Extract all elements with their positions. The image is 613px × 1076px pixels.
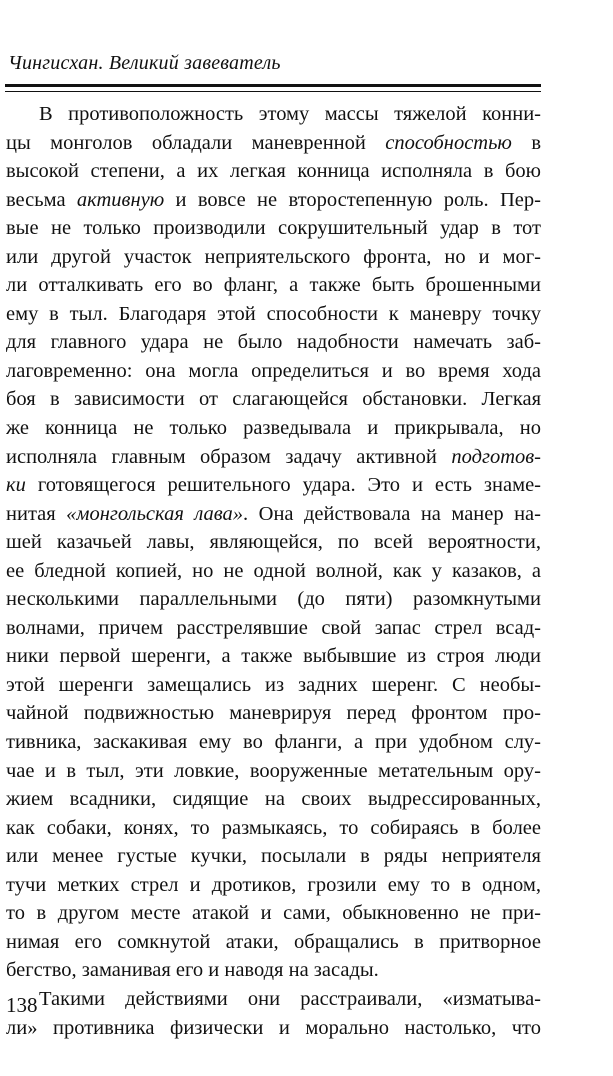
text-segment: вые не только производили сокрушительный удар в тот (6, 217, 541, 240)
italic-segment: активную (76, 188, 165, 211)
text-segment: бегство, заманивая его и наводя на засады. (6, 959, 379, 982)
text-segment: тучи метких стрел и дротиков, грозили ему то в одном, (6, 873, 541, 896)
text-segment: жием всадники, сидящие на своих выдрессированных, (6, 788, 541, 811)
text-line (6, 928, 541, 957)
text-segment: нитая (6, 502, 67, 525)
text-line (6, 471, 541, 500)
text-segment: или менее густые кучки, посылали в ряды неприятеля (6, 845, 541, 868)
text-line (6, 814, 541, 843)
text-segment: чайной подвижностью маневрируя перед фронтом про- (6, 702, 541, 725)
text-segment: высокой степени, а их легкая конница исполняла в бою (6, 160, 541, 183)
text-line (6, 100, 541, 129)
text-segment: чае и в тыл, эти ловкие, вооруженные метательным ору- (6, 759, 541, 782)
text-segment: исполняла главным образом задачу активной (6, 445, 452, 468)
text-segment: несколькими параллельными (до пяти) разомкнутыми (6, 588, 541, 611)
text-segment: или другой участок неприятельского фронта, но и мог- (6, 245, 541, 268)
text-segment: же конница не только разведывала и прикрывала, но (6, 417, 541, 440)
text-line (6, 1014, 541, 1043)
text-line (6, 271, 541, 300)
text-segment: ему в тыл. Благодаря этой способности к маневру точку (6, 302, 541, 325)
text-line (6, 671, 541, 700)
text-line (6, 500, 541, 529)
text-segment: в (511, 131, 541, 154)
text-line (6, 899, 541, 928)
text-line (6, 614, 541, 643)
text-line (6, 385, 541, 414)
text-line (6, 243, 541, 272)
text-line (6, 985, 541, 1014)
text-segment: то в другом месте атакой и сами, обыкновенно не при- (6, 902, 541, 925)
text-segment: шей казачьей лавы, являющейся, по всей вероятности, (6, 531, 541, 554)
text-line (6, 956, 541, 985)
italic-segment: ки (6, 474, 26, 497)
text-line (6, 443, 541, 472)
italic-segment: способностью (385, 131, 512, 154)
text-segment: готовящегося решительного удара. Это и есть знаме- (25, 474, 541, 497)
text-segment: лаговременно: она могла определиться и во время хода (6, 359, 541, 382)
running-head-title: Чингисхан. Великий завеватель (8, 52, 281, 74)
text-segment: . Она действовала на манер на- (243, 502, 541, 525)
text-line (6, 557, 541, 586)
text-segment: нимая его сомкнутой атаки, обращались в притворное (6, 930, 541, 953)
text-segment: и вовсе не второстепенную роль. Пер- (164, 188, 541, 211)
text-line (6, 157, 541, 186)
text-line (6, 357, 541, 386)
text-line (6, 328, 541, 357)
text-segment: весьма (6, 188, 77, 211)
text-segment: ее бледной копией, но не одной волной, как у казаков, а (6, 559, 541, 582)
body-text (6, 100, 541, 1042)
header-rule-thick (5, 84, 541, 87)
italic-segment: подготов- (451, 445, 541, 468)
text-segment: цы монголов обладали маневренной (6, 131, 386, 154)
italic-segment: «монгольская лава» (66, 502, 244, 525)
text-segment: как собаки, конях, то размыкаясь, то собираясь в более (6, 816, 541, 839)
text-line (6, 585, 541, 614)
text-segment: боя в зависимости от слагающейся обстановки. Легкая (6, 388, 541, 411)
text-line (6, 842, 541, 871)
text-segment: для главного удара не было надобности намечать заб- (6, 331, 541, 354)
page-number: 138 (6, 993, 38, 1017)
text-segment: В противоположность этому массы тяжелой конни- (39, 103, 541, 125)
text-line (6, 214, 541, 243)
text-line (6, 728, 541, 757)
text-segment: этой шеренги замещались из задних шеренг. С необы- (6, 673, 541, 696)
text-segment: Такими действиями они расстраивали, «изматыва- (39, 987, 541, 1010)
text-line (6, 186, 541, 215)
text-segment: ники первой шеренги, а также выбывшие из строя люди (6, 645, 541, 668)
text-segment: волнами, причем расстрелявшие свой запас стрел всад- (6, 616, 541, 639)
text-segment: ли отталкивать его во фланг, а также быть брошенными (6, 274, 541, 297)
text-line (6, 300, 541, 329)
header-rule-thin (5, 91, 541, 92)
text-line (6, 871, 541, 900)
text-line (6, 642, 541, 671)
text-segment: ли» противника физически и морально настолько, что (6, 1016, 541, 1039)
text-line (6, 785, 541, 814)
text-line (6, 699, 541, 728)
text-segment: тивника, заскакивая ему во фланги, а при удобном слу- (6, 731, 541, 754)
text-line (6, 757, 541, 786)
text-line (6, 129, 541, 158)
text-line (6, 414, 541, 443)
text-line (6, 528, 541, 557)
